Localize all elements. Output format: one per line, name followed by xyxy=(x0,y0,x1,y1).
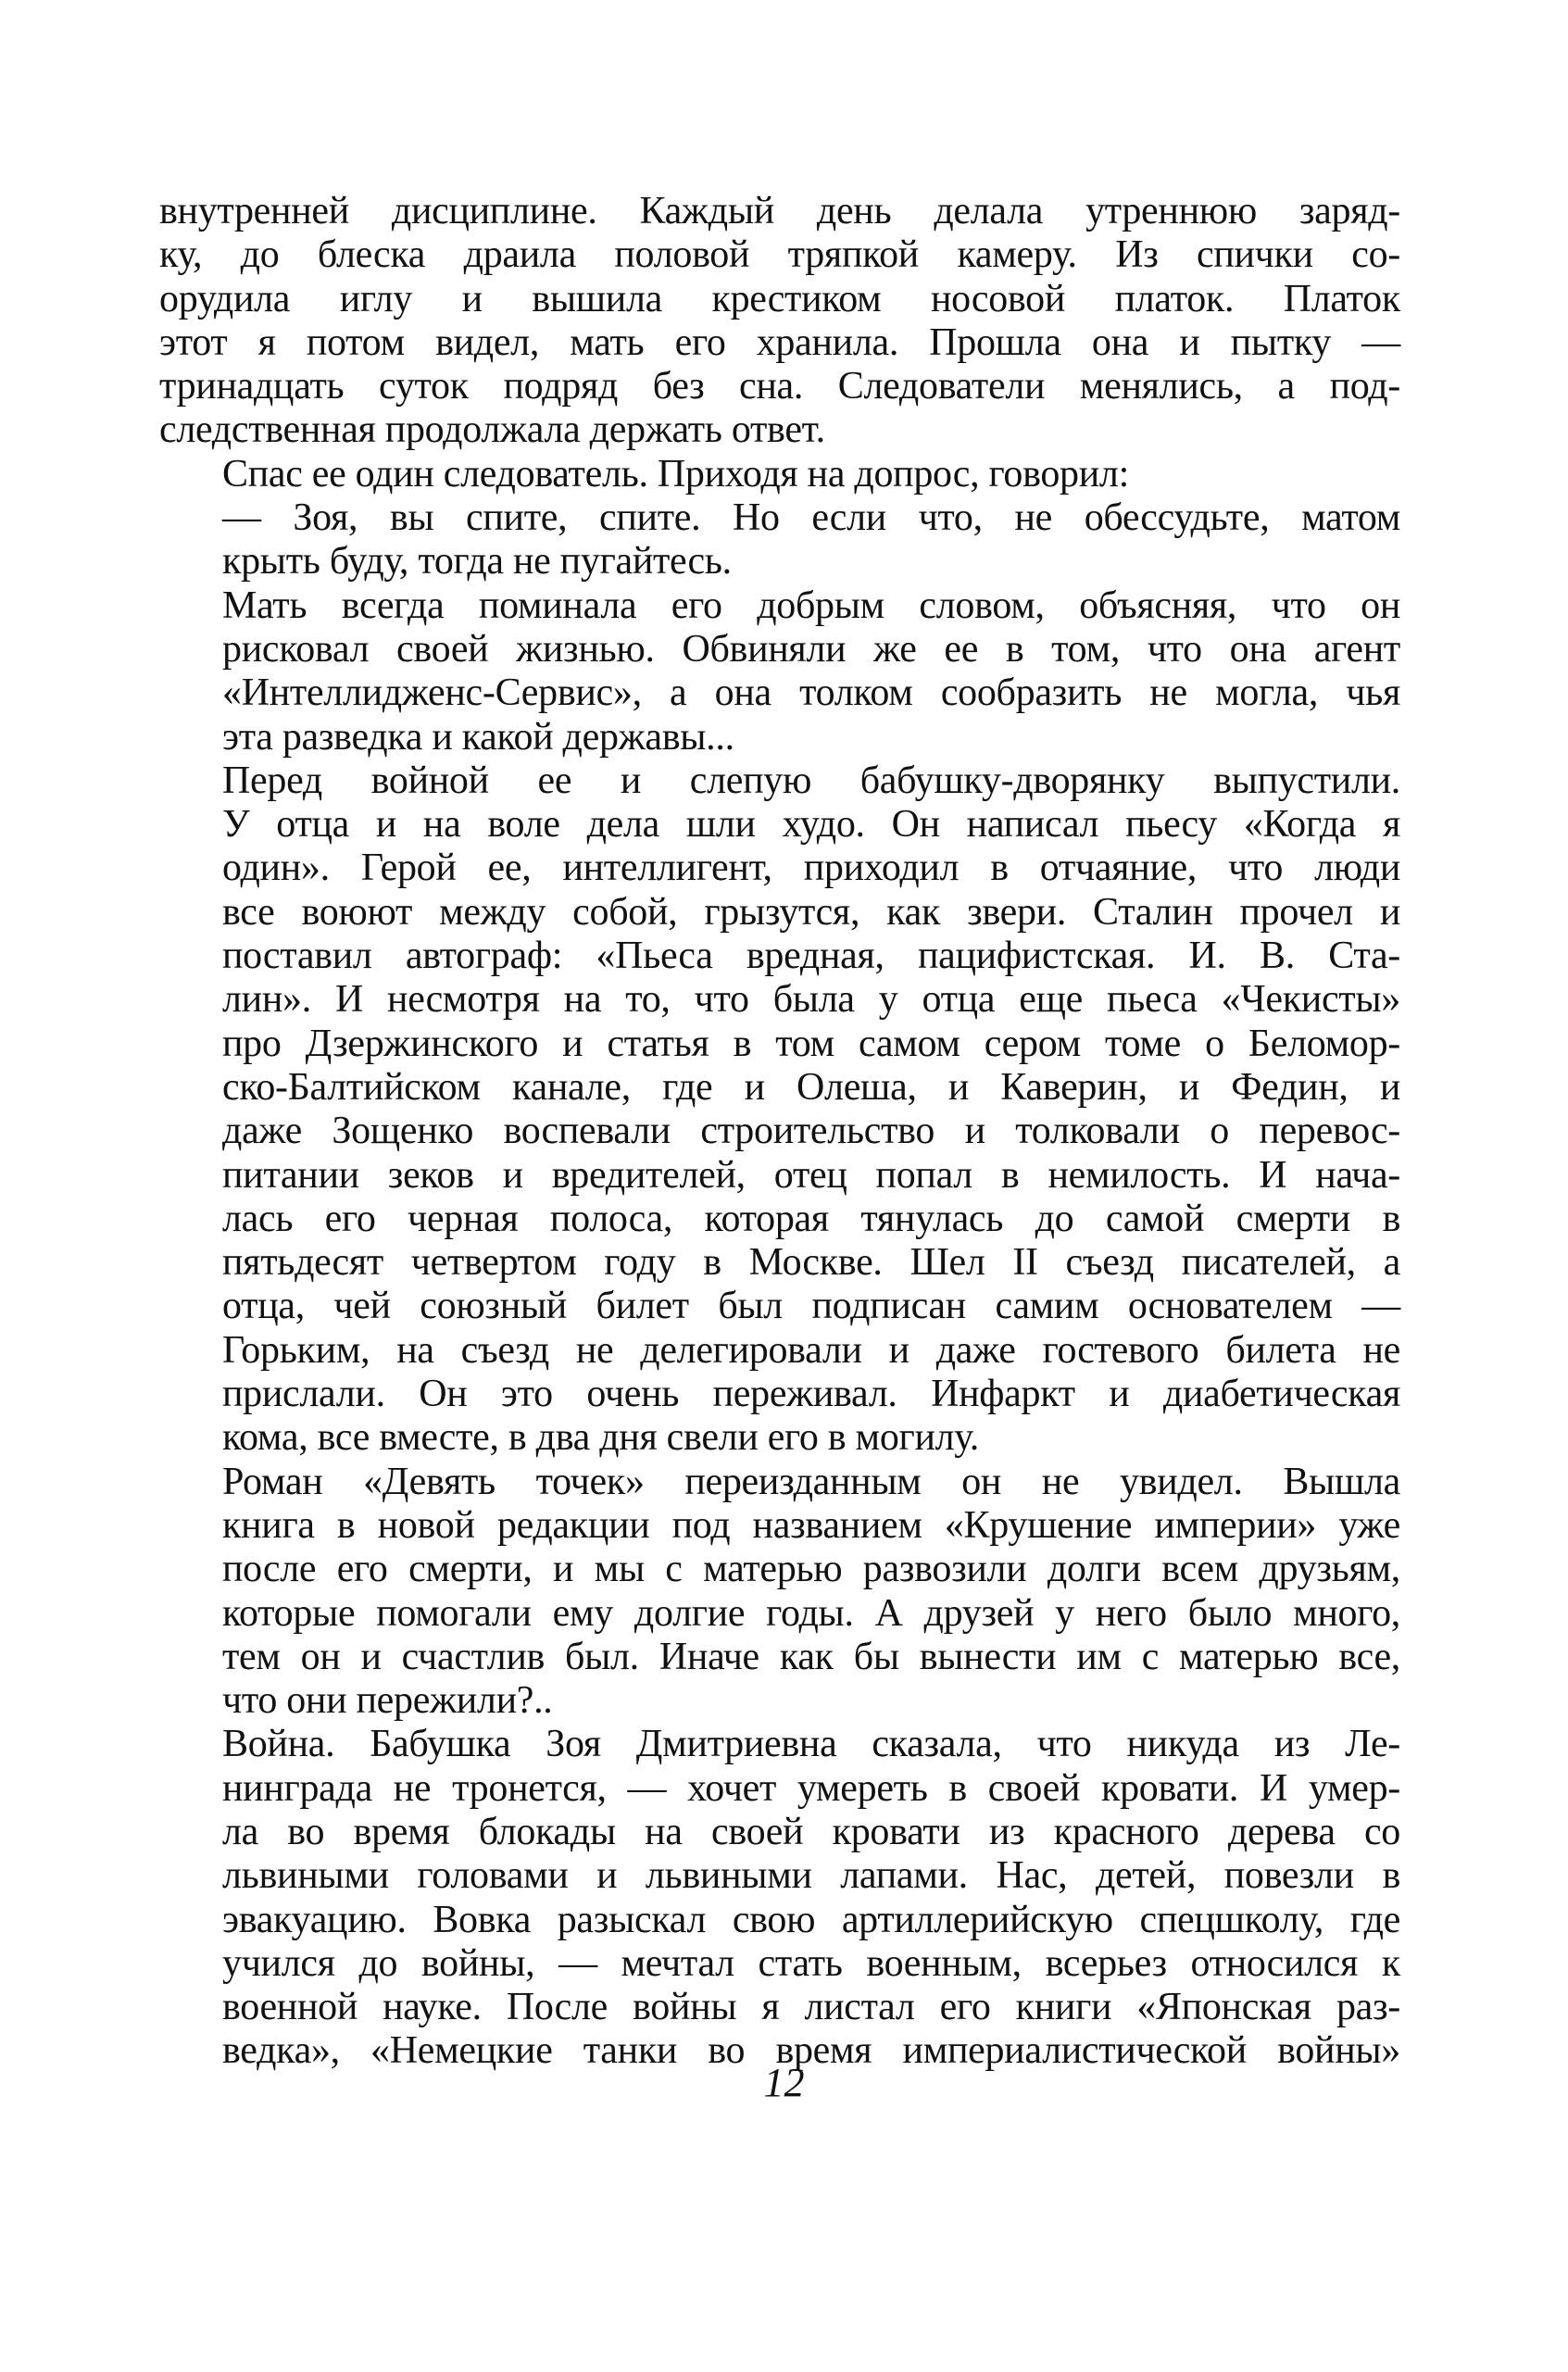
text-line: внутренней дисциплине. Каждый день делала утреннюю заряд- xyxy=(159,190,1400,232)
paragraph xyxy=(159,1723,1400,2073)
text-line: учился до войны, — мечтал стать военным, всерьез относился к xyxy=(222,1941,1400,1985)
text-line: ку, до блеска драила половой тряпкой камеру. Из спички со- xyxy=(159,233,1400,277)
paragraph xyxy=(159,453,1400,496)
text-line: отца, чей союзный билет был подписан самим основателем — xyxy=(222,1285,1400,1328)
paragraph xyxy=(159,190,1400,453)
text-line: Роман «Девять точек» переизданным он не увидел. Вышла xyxy=(222,1460,1400,1503)
text-line: Мать всегда поминала его добрым словом, объясняя, что он xyxy=(222,584,1400,627)
text-line: следственная продолжала держать ответ. xyxy=(159,408,825,452)
text-line: которые помогали ему долгие годы. А друзей у него было много, xyxy=(222,1591,1400,1635)
paragraph xyxy=(159,496,1400,584)
paragraph xyxy=(159,584,1400,759)
text-line: военной науке. После войны я листал его книги «Японская раз- xyxy=(222,1986,1400,2029)
text-line: тем он и счастлив был. Иначе как бы вынести им с матерью все, xyxy=(222,1635,1400,1678)
text-line: Спас ее один следователь. Приходя на допрос, говорил: xyxy=(222,452,1129,496)
text-line: ведка», «Немецкие танки во время империалистической войны» xyxy=(222,2029,1400,2073)
text-line: этот я потом видел, мать его хранила. Прошла она и пытку — xyxy=(159,320,1400,364)
paragraph xyxy=(159,759,1400,1461)
text-line: эта разведка и какой державы... xyxy=(222,715,734,759)
text-line: один». Герой ее, интеллигент, приходил в отчаяние, что люди xyxy=(222,847,1400,890)
text-line: — Зоя, вы спите, спите. Но если что, не обессудьте, матом xyxy=(222,496,1400,540)
paragraph xyxy=(159,1461,1400,1724)
text-line: про Дзержинского и статья в том самом сером томе о Беломор- xyxy=(222,1022,1400,1065)
text-line: кома, все вместе, в два дня свели его в могилу. xyxy=(222,1416,979,1460)
text-line: нинграда не тронется, — хочет умереть в своей кровати. И умер- xyxy=(222,1766,1400,1810)
text-line: ла во время блокады на своей кровати из красного дерева со xyxy=(222,1810,1400,1853)
text-line: рисковал своей жизнью. Обвиняли же ее в том, что она агент xyxy=(222,627,1400,671)
text-line: Горьким, на съезд не делегировали и даже гостевого билета не xyxy=(222,1328,1400,1372)
text-line: все воюют между собой, грызутся, как звери. Сталин прочел и xyxy=(222,890,1400,934)
text-line: У отца и на воле дела шли худо. Он написал пьесу «Когда я xyxy=(222,803,1400,847)
text-line: книга в новой редакции под названием «Крушение империи» уже xyxy=(222,1503,1400,1547)
page-number: 12 xyxy=(763,2060,805,2105)
text-line: «Интеллидженс-Сервис», а она толком сообразить не могла, чья xyxy=(222,671,1400,715)
text-line: ско-Балтийском канале, где и Олеша, и Каверин, и Федин, и xyxy=(222,1065,1400,1109)
text-line: Перед войной ее и слепую бабушку-дворянку выпустили. xyxy=(222,759,1400,802)
text-line: Война. Бабушка Зоя Дмитриевна сказала, что никуда из Ле- xyxy=(222,1723,1400,1766)
text-line: тринадцать суток подряд без сна. Следователи менялись, а под- xyxy=(159,365,1400,408)
text-line: питании зеков и вредителей, отец попал в немилость. И нача- xyxy=(222,1153,1400,1197)
text-line: что они пережили?.. xyxy=(222,1679,553,1723)
text-line: лась его черная полоса, которая тянулась до самой смерти в xyxy=(222,1197,1400,1240)
text-line: эвакуацию. Вовка разыскал свою артиллерийскую спецшколу, где xyxy=(222,1898,1400,1941)
text-line: даже Зощенко воспевали строительство и толковали о перевос- xyxy=(222,1110,1400,1153)
text-line: лин». И несмотря на то, что была у отца еще пьеса «Чекисты» xyxy=(222,978,1400,1022)
text-line: поставил автограф: «Пьеса вредная, пацифистская. И. В. Ста- xyxy=(222,935,1400,978)
text-line: львиными головами и львиными лапами. Нас, детей, повезли в xyxy=(222,1854,1400,1898)
text-line: после его смерти, и мы с матерью развозили долги всем друзьям, xyxy=(222,1548,1400,1591)
page-body xyxy=(159,190,1400,2074)
text-line: пятьдесят четвертом году в Москве. Шел II съезд писателей, а xyxy=(222,1241,1400,1285)
text-line: прислали. Он это очень переживал. Инфаркт и диабетическая xyxy=(222,1373,1400,1416)
text-line: крыть буду, тогда не пугайтесь. xyxy=(222,540,732,584)
text-line: орудила иглу и вышила крестиком носовой платок. Платок xyxy=(159,277,1400,320)
